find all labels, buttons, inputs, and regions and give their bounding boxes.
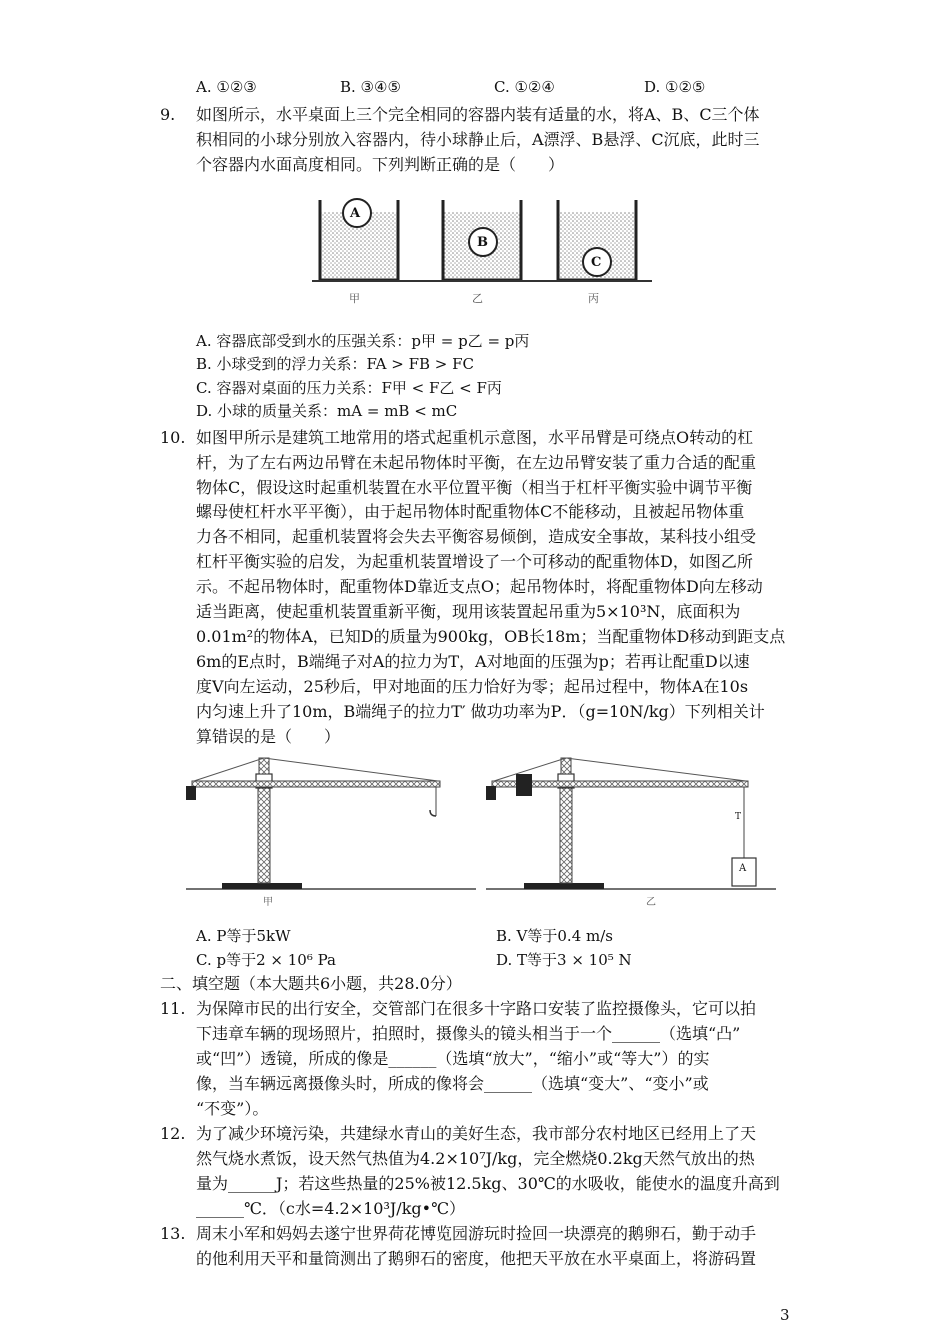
- section-heading: 二、填空题（本大题共6小题，共28.0分）: [160, 974, 462, 993]
- q10-line: 适当距离，使起重机装置重新平衡，现用该装置起吊重为5×10³N，底面积为: [196, 602, 741, 621]
- q9-option-a: A. 容器底部受到水的压强关系：p甲 = p乙 = p丙: [196, 332, 530, 350]
- q8-option-d: D. ①②⑤: [644, 78, 706, 96]
- q12-number: 12.: [160, 1124, 186, 1143]
- q12-line: ______℃．（c水=4.2×10³J/kg•℃）: [196, 1199, 465, 1218]
- q10-line: 算错误的是（ ）: [196, 727, 341, 746]
- q9-line: 如图所示，水平桌面上三个完全相同的容器内装有适量的水，将A、B、C三个体: [196, 105, 760, 124]
- fig-label-bing: 丙: [588, 292, 599, 305]
- q13-line: 周末小军和妈妈去遂宁世界荷花博览园游玩时捡回一块漂亮的鹅卵石，勤于动手: [196, 1224, 757, 1243]
- q13-line: 的他利用天平和量筒测出了鹅卵石的密度，他把天平放在水平桌面上，将游码置: [196, 1249, 757, 1268]
- q12-line: 然气烧水煮饭，设天然气热值为4.2×10⁷J/kg，完全燃烧0.2kg天然气放出的热: [196, 1149, 755, 1168]
- q12-line: 为了减少环境污染，共建绿水青山的美好生态，我市部分农村地区已经用上了天: [196, 1124, 757, 1143]
- fig-label-yi: 乙: [472, 292, 483, 305]
- q13-number: 13.: [160, 1224, 186, 1243]
- q10-line: 度V向左运动，25秒后，甲对地面的压力恰好为零；起吊过程中，物体A在10s: [196, 677, 749, 696]
- crane-yi: [486, 758, 776, 889]
- ball-c-label: C: [591, 255, 602, 270]
- q8-option-b: B. ③④⑤: [340, 78, 401, 96]
- ball-a-label: A: [350, 206, 361, 221]
- q11-number: 11.: [160, 999, 186, 1018]
- q10-option-c: C. p等于2 × 10⁶ Pa: [196, 951, 336, 969]
- q11-line: 下违章车辆的现场照片，拍照时，摄像头的镜头相当于一个______（选填“凸”: [196, 1024, 741, 1043]
- q10-line: 如图甲所示是建筑工地常用的塔式起重机示意图，水平吊臂是可绕点O转动的杠: [196, 428, 754, 447]
- q9-line: 积相同的小球分别放入容器内，待小球静止后，A漂浮、B悬浮、C沉底，此时三: [196, 130, 760, 149]
- q10-line: 杠杆平衡实验的启发，为起重机装置增设了一个可移动的配重物体D，如图乙所: [196, 552, 753, 571]
- q10-line: 螺母使杠杆水平平衡），由于起吊物体时配重物体C不能移动，且被起吊物体重: [196, 502, 745, 521]
- q11-line: 像，当车辆远离摄像头时，所成的像将会______（选填“变大”、“变小”或: [196, 1074, 709, 1093]
- fig-label-jia: 甲: [349, 292, 360, 305]
- q11-line: 为保障市民的出行安全，交管部门在很多十字路口安装了监控摄像头，它可以拍: [196, 999, 757, 1018]
- q10-option-b: B. V等于0.4 m/s: [496, 927, 613, 945]
- q10-option-a: A. P等于5kW: [196, 927, 291, 945]
- q10-line: 6m的E点时，B端绳子对A的拉力为T，A对地面的压强为p；若再让配重D以速: [196, 652, 750, 671]
- q10-option-d: D. T等于3 × 10⁵ N: [496, 951, 632, 969]
- q8-option-c: C. ①②④: [494, 78, 555, 96]
- fig-label-jia: 甲: [263, 897, 273, 908]
- rope-t-label: T: [735, 812, 742, 822]
- q9-option-b: B. 小球受到的浮力关系：FA > FB > FC: [196, 355, 475, 373]
- q10-line: 示。不起吊物体时，配重物体D靠近支点O；起吊物体时，将配重物体D向左移动: [196, 577, 763, 596]
- box-a-label: A: [739, 863, 747, 874]
- crane-jia: [186, 758, 476, 889]
- fig-label-yi: 乙: [646, 897, 656, 908]
- q8-option-a: A. ①②③: [196, 78, 257, 96]
- q9-number: 9.: [160, 105, 176, 124]
- q12-line: 量为______J；若这些热量的25%被12.5kg、30℃的水吸收，能使水的温度升高到: [196, 1174, 780, 1193]
- q10-line: 杆，为了左右两边吊臂在未起吊物体时平衡，在左边吊臂安装了重力合适的配重: [196, 453, 757, 472]
- ball-b-label: B: [477, 235, 488, 250]
- q10-line: 物体C，假设这时起重机装置在水平位置平衡（相当于杠杆平衡实验中调节平衡: [196, 478, 753, 497]
- q10-line: 内匀速上升了10m，B端绳子的拉力T′ 做功功率为P．（g=10N/kg）下列相关计: [196, 702, 765, 721]
- page-number: 3: [780, 1306, 790, 1324]
- q10-number: 10.: [160, 428, 186, 447]
- q10-line: 0.01m²的物体A，已知D的质量为900kg，OB长18m；当配重物体D移动到距支点: [196, 627, 786, 646]
- q10-crane-figure: [186, 748, 776, 906]
- q11-line: “不变”）。: [196, 1099, 269, 1118]
- q9-option-d: D. 小球的质量关系：mA = mB < mC: [196, 402, 458, 420]
- q9-line: 个容器内水面高度相同。下列判断正确的是（ ）: [196, 155, 565, 174]
- q11-line: 或“凹”）透镜，所成的像是______（选填“放大”，“缩小”或“等大”）的实: [196, 1049, 710, 1068]
- q10-line: 力各不相同，起重机装置将会失去平衡容易倾倒，造成安全事故，某科技小组受: [196, 527, 757, 546]
- q9-option-c: C. 容器对桌面的压力关系：F甲 < F乙 < F丙: [196, 379, 502, 397]
